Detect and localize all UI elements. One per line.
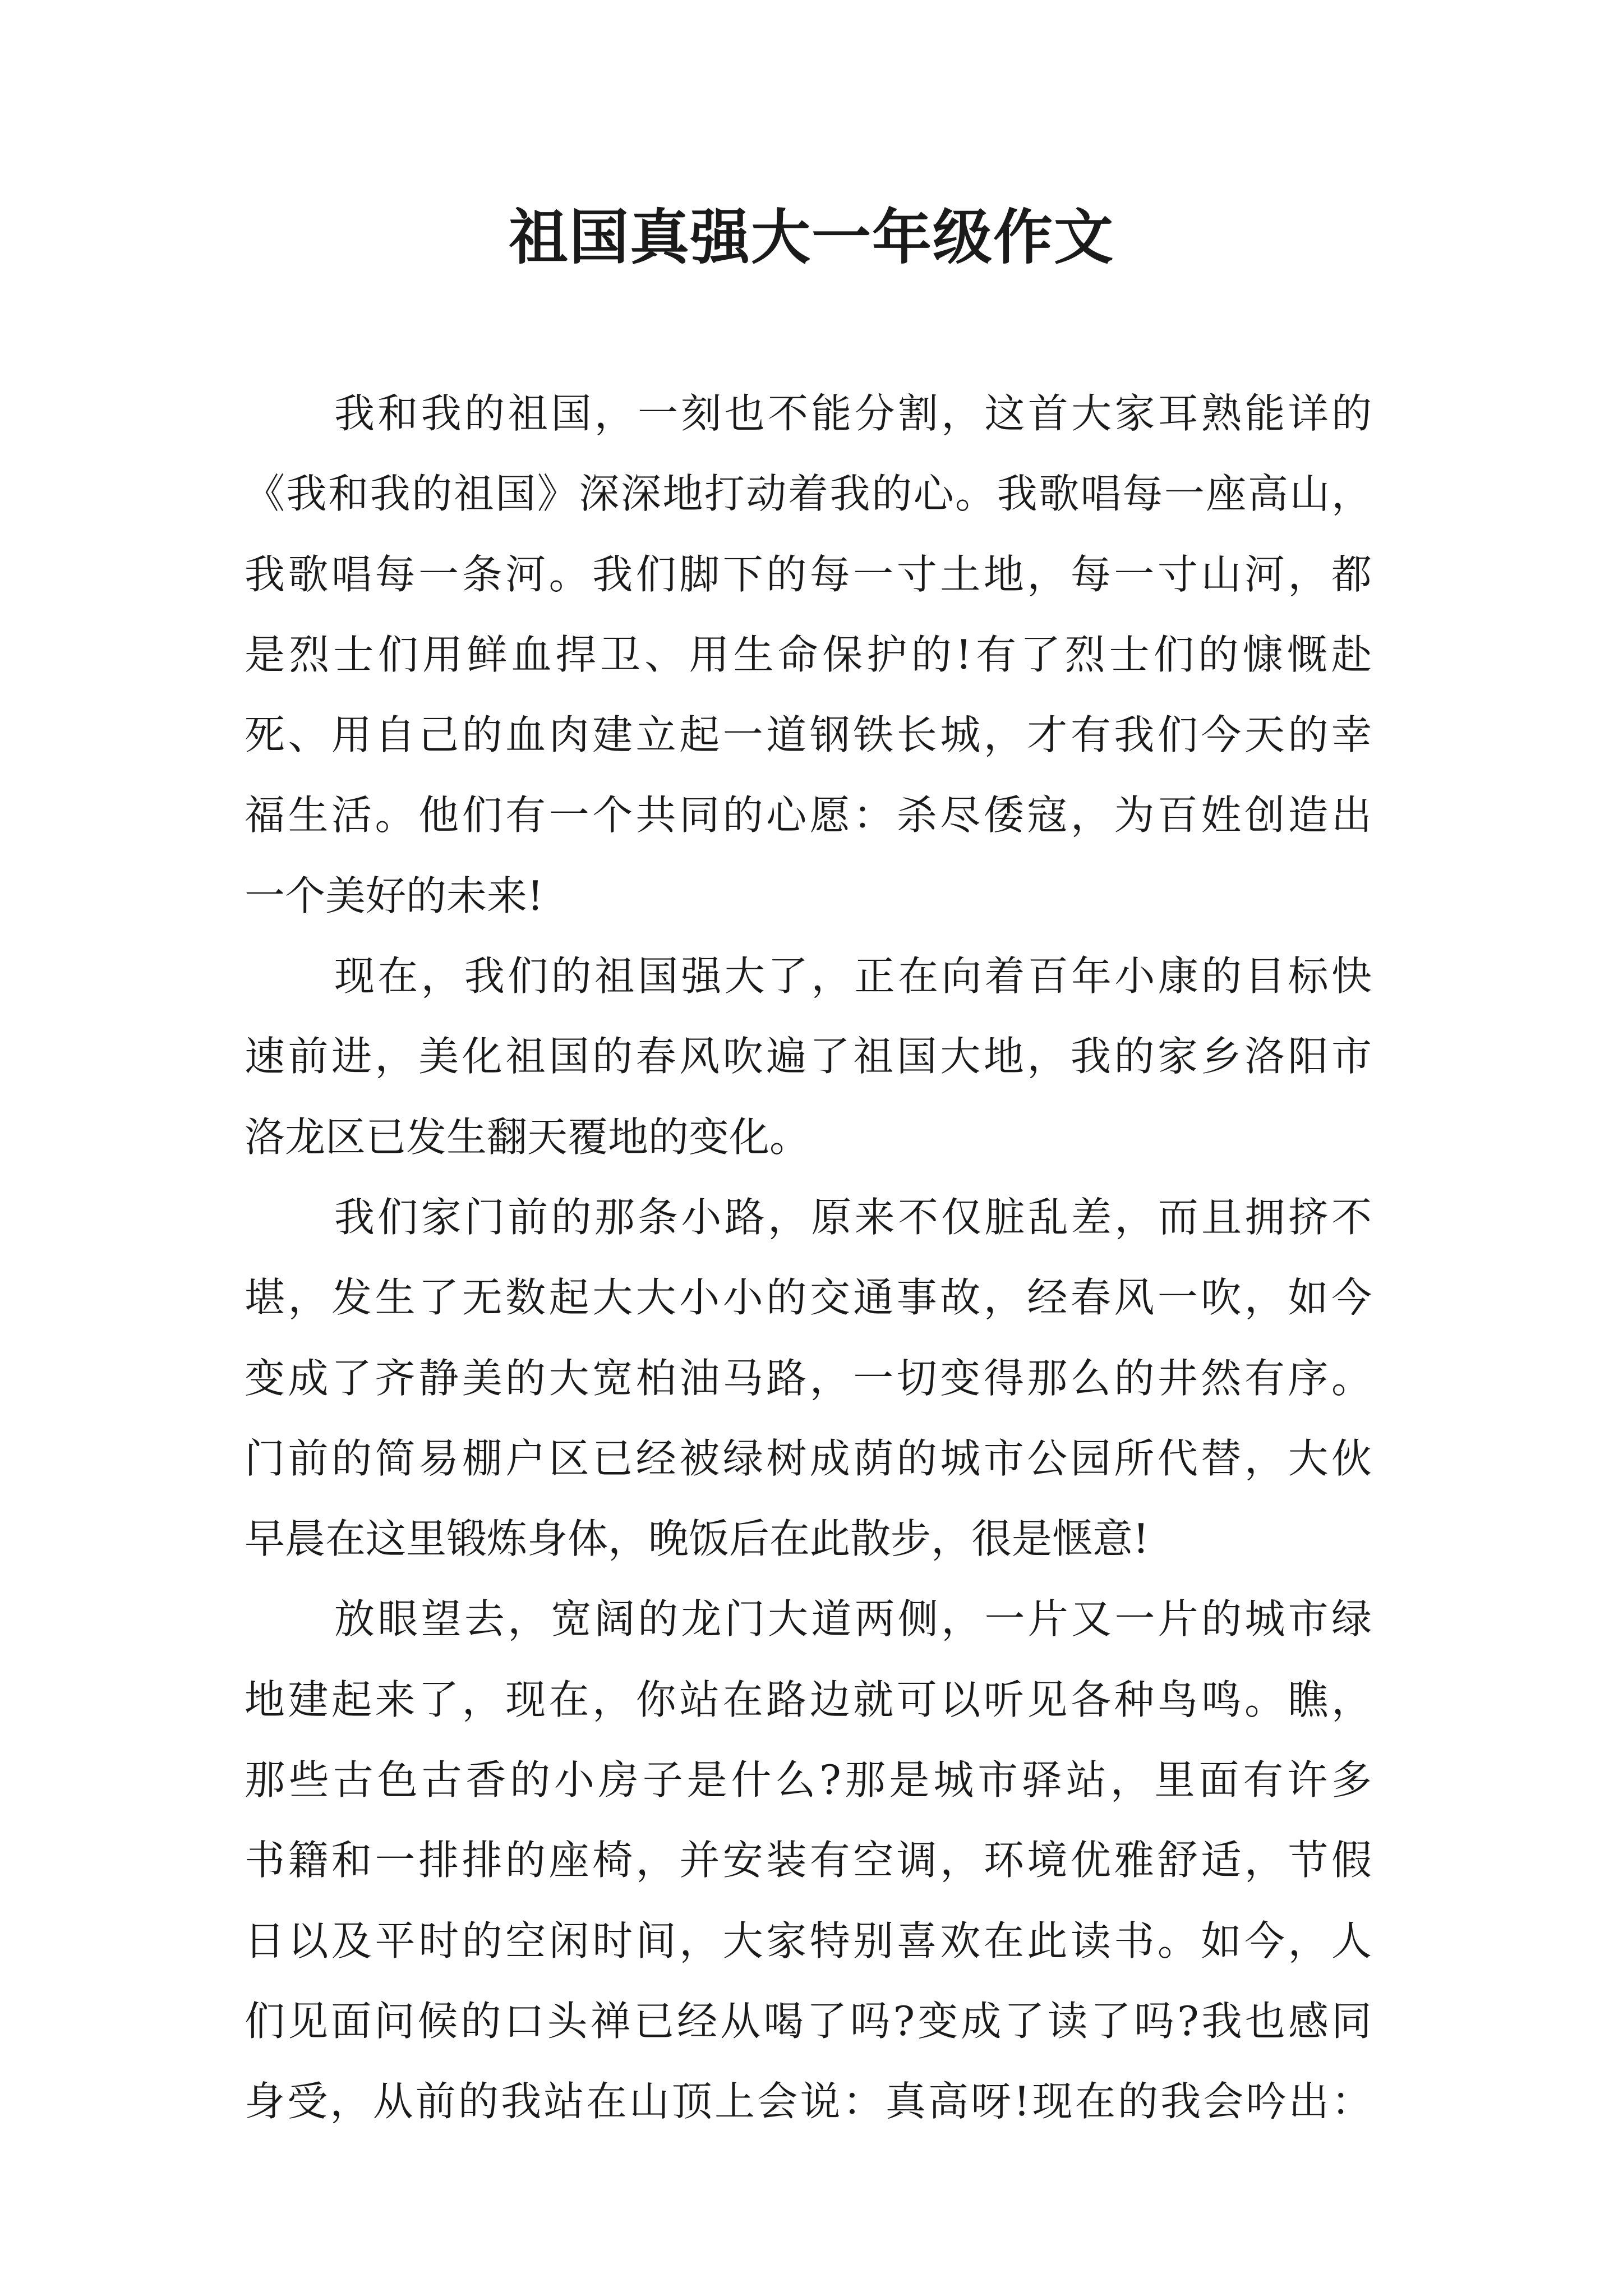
paragraph-2-line-1: 现在，我们的祖国强大了，正在向着百年小康的目标快	[334, 953, 1372, 1000]
paragraph-3-line-3: 变成了齐静美的大宽柏油马路，一切变得那么的井然有序。	[245, 1354, 1372, 1402]
paragraph-4-line-7: 身受，从前的我站在山顶上会说：真高呀!现在的我会吟出：	[245, 2078, 1372, 2125]
paragraph-4-line-5: 日以及平时的空闲时间，大家特别喜欢在此读书。如今，人	[245, 1917, 1372, 1964]
paragraph-1-line-1: 我和我的祖国，一刻也不能分割，这首大家耳熟能详的	[334, 390, 1372, 437]
paragraph-3-line-1: 我们家门前的那条小路，原来不仅脏乱差，而且拥挤不	[334, 1193, 1372, 1241]
paragraph-1-line-4: 是烈士们用鲜血捍卫、用生命保护的!有了烈士们的慷慨赴	[245, 631, 1372, 678]
paragraph-3-line-2: 堪，发生了无数起大大小小的交通事故，经春风一吹，如今	[245, 1274, 1372, 1322]
paragraph-1-line-5: 死、用自己的血肉建立起一道钢铁长城，才有我们今天的幸	[245, 711, 1372, 759]
document-title: 祖国真强大一年级作文	[509, 202, 1114, 272]
paragraph-4-line-3: 那些古色古香的小房子是什么?那是城市驿站，里面有许多	[245, 1756, 1372, 1804]
paragraph-3-line-5: 早晨在这里锻炼身体，晚饭后在此散步，很是惬意!	[245, 1515, 1149, 1563]
paragraph-3-line-4: 门前的简易棚户区已经被绿树成荫的城市公园所代替，大伙	[245, 1434, 1372, 1482]
paragraph-1-line-2: 《我和我的祖国》深深地打动着我的心。我歌唱每一座高山，	[245, 470, 1372, 518]
paragraph-2-line-2: 速前进，美化祖国的春风吹遍了祖国大地，我的家乡洛阳市	[245, 1033, 1372, 1080]
paragraph-1-line-6: 福生活。他们有一个共同的心愿：杀尽倭寇，为百姓创造出	[245, 792, 1372, 839]
paragraph-4-line-1: 放眼望去，宽阔的龙门大道两侧，一片又一片的城市绿	[334, 1595, 1372, 1643]
paragraph-1-line-7: 一个美好的未来!	[245, 872, 543, 919]
paragraph-4-line-2: 地建起来了，现在，你站在路边就可以听见各种鸟鸣。瞧，	[245, 1676, 1372, 1723]
paragraph-4-line-6: 们见面问候的口头禅已经从喝了吗?变成了读了吗?我也感同	[245, 1997, 1372, 2045]
paragraph-4-line-4: 书籍和一排排的座椅，并安装有空调，环境优雅舒适，节假	[245, 1837, 1372, 1884]
paragraph-1-line-3: 我歌唱每一条河。我们脚下的每一寸土地，每一寸山河，都	[245, 550, 1372, 598]
paragraph-2-line-3: 洛龙区已发生翻天覆地的变化。	[245, 1113, 810, 1161]
essay-body	[245, 374, 1372, 2142]
